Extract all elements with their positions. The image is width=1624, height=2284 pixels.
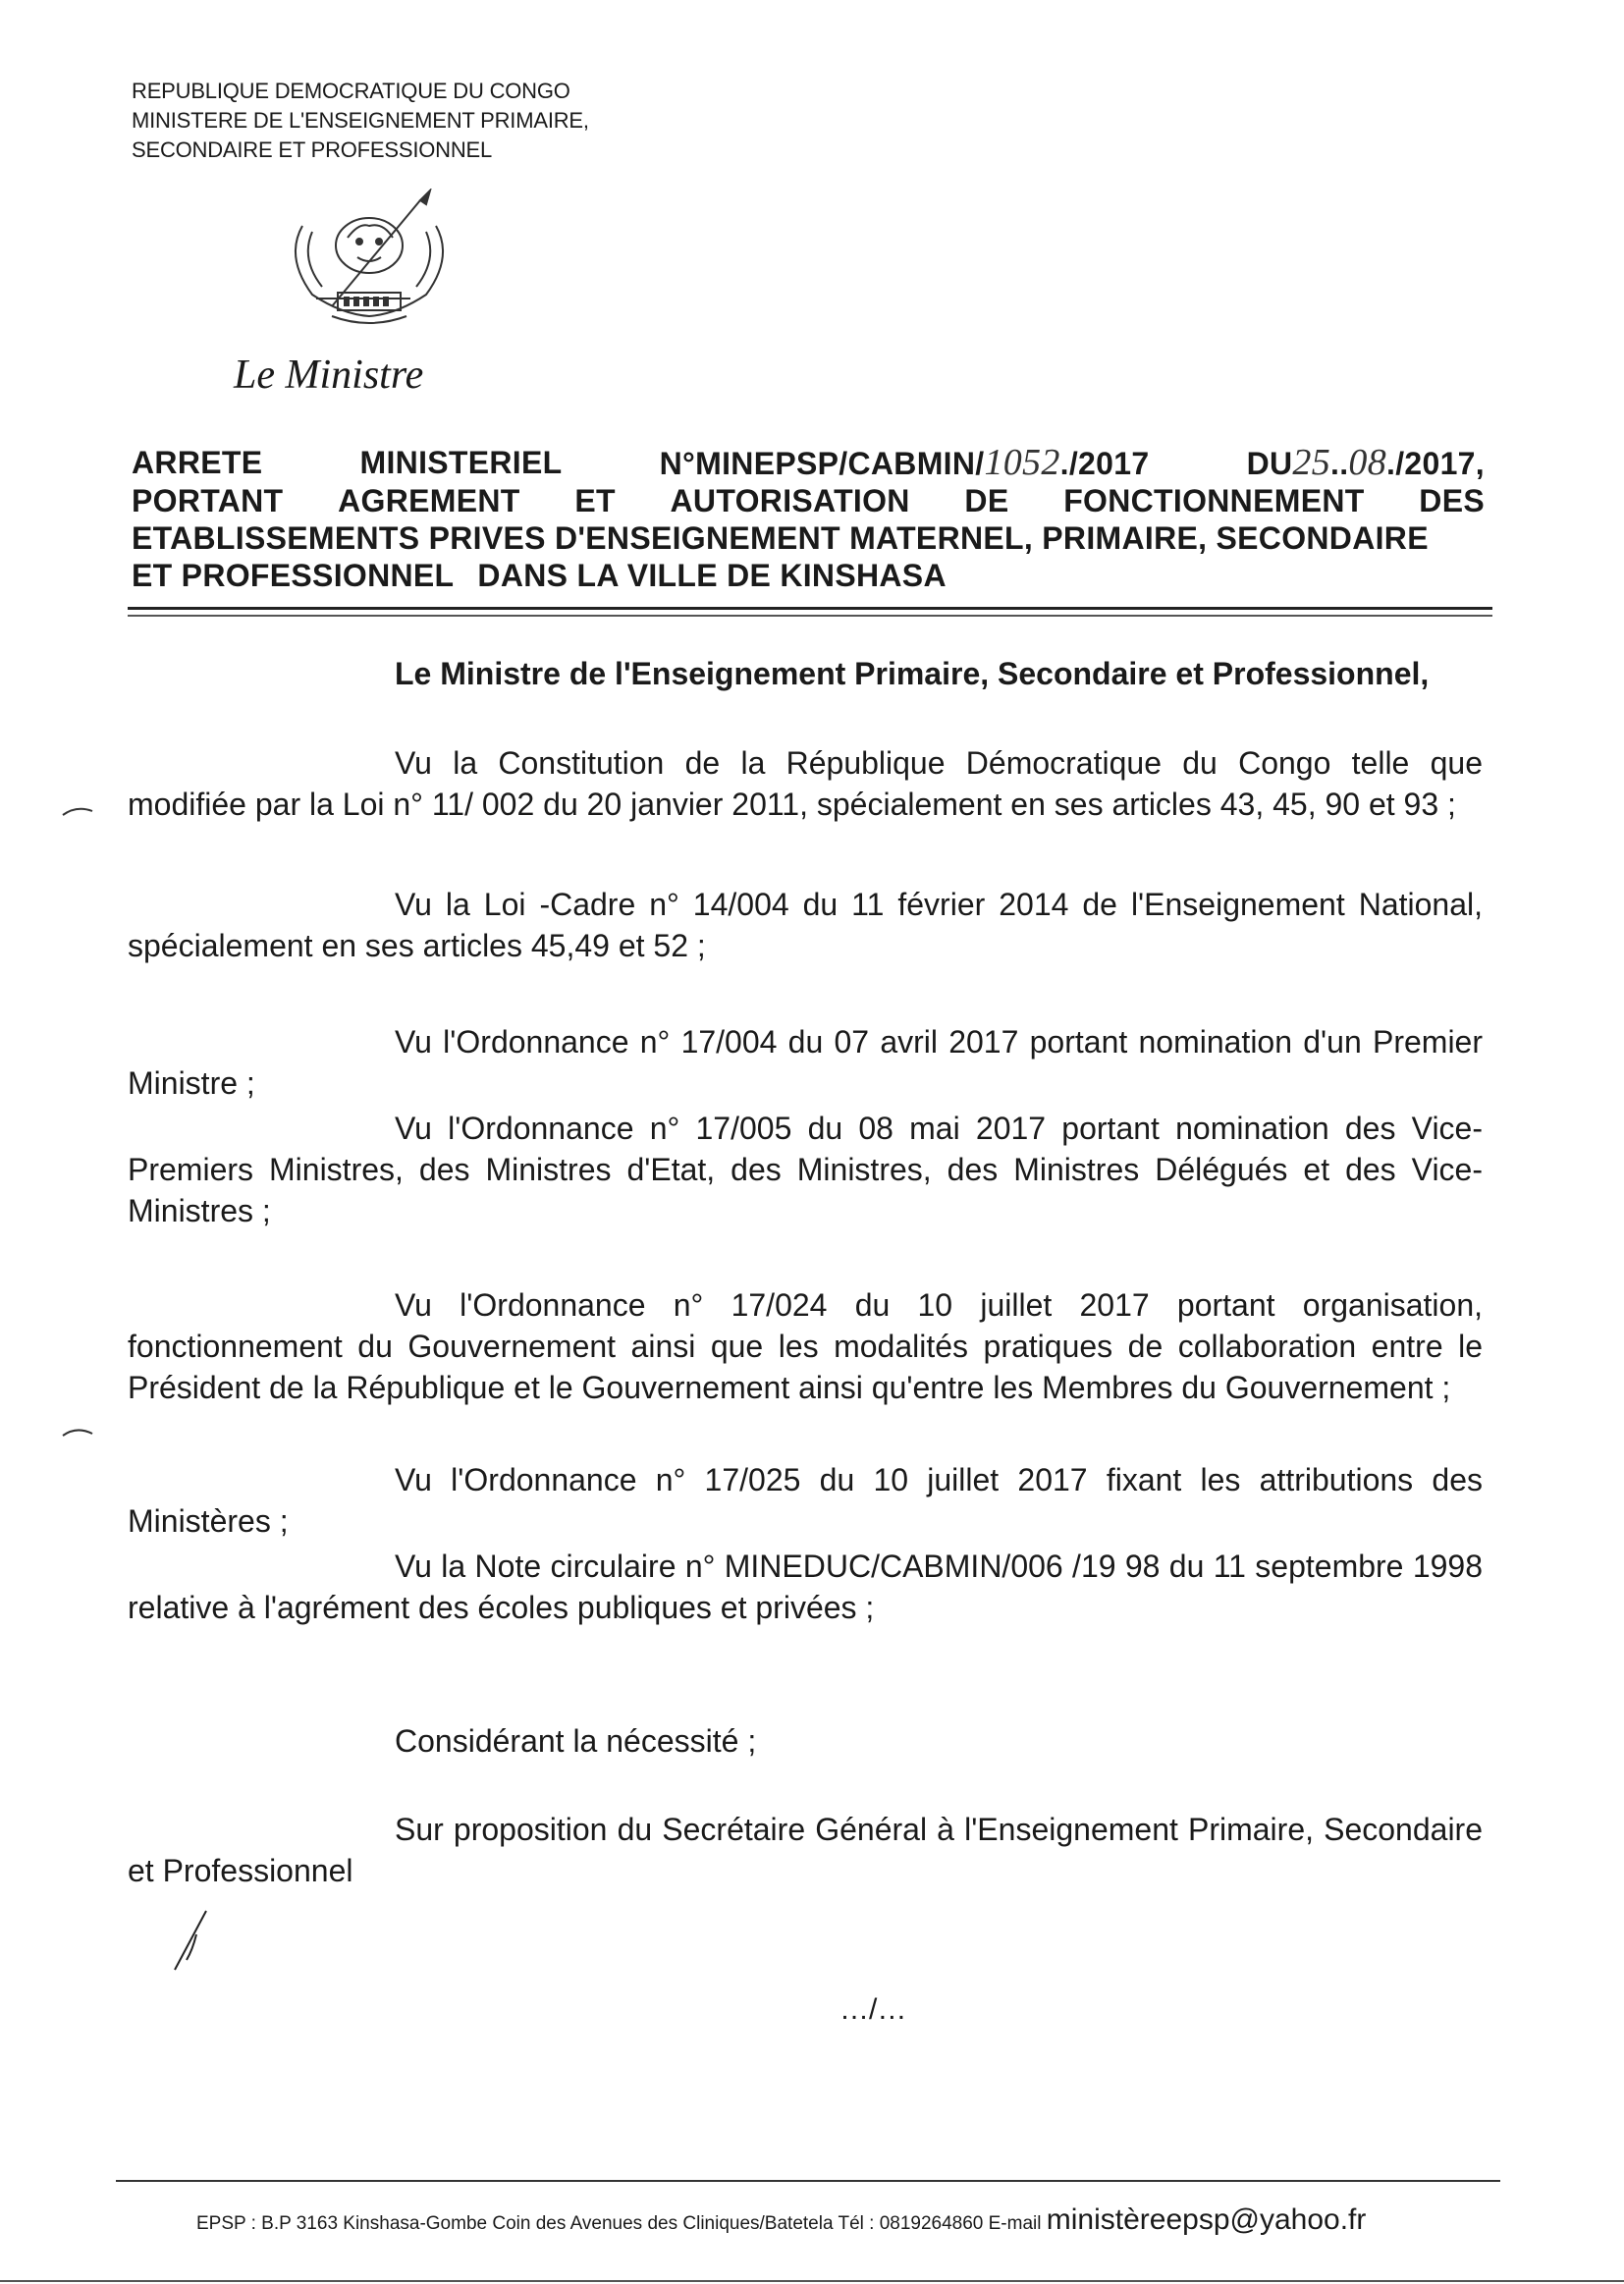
title-word: ARRETE: [132, 445, 263, 480]
letterhead-ministry: MINISTERE DE L'ENSEIGNEMENT PRIMAIRE,: [132, 108, 589, 133]
paragraph-ordonnance-attributions: [128, 1459, 1483, 1542]
decree-title: [132, 444, 1485, 594]
paragraph-text: Considérant la nécessité ;: [395, 1723, 757, 1759]
continuation-mark: …/…: [839, 1993, 907, 2026]
margin-mark: [61, 1426, 94, 1440]
paragraph-proposition: [128, 1809, 1483, 1891]
footer-address: EPSP : B.P 3163 Kinshasa-Gombe Coin des Avenues des Cliniques/Batetela Tél : 0819264860 E-mail: [196, 2213, 1047, 2234]
paragraph-text: Vu la Loi -Cadre n° 14/004 du 11 février 2014 de l'Enseignement National, spécialement en ses articles 45,49 et 52 ;: [128, 887, 1483, 963]
title-underline: [128, 607, 1492, 610]
title-segment: ET PROFESSIONNEL: [132, 558, 455, 593]
paragraph-text: Vu l'Ordonnance n° 17/005 du 08 mai 2017 portant nomination des Vice-Premiers Ministres, des Ministres d'Etat, des Ministres, des Ministres Délégués et des Vice-Ministres ;: [128, 1111, 1483, 1228]
title-word: AGREMENT: [338, 483, 520, 518]
title-word: DES: [1419, 483, 1485, 518]
letterhead: [132, 77, 589, 165]
coat-of-arms-emblem: [273, 189, 465, 334]
coat-of-arms-icon: [273, 189, 465, 334]
date-prefix: DU: [1246, 446, 1293, 481]
footer-email: ministèreepsp@yahoo.fr: [1046, 2203, 1367, 2236]
margin-mark: [61, 805, 94, 819]
letterhead-country: REPUBLIQUE DEMOCRATIQUE DU CONGO: [132, 79, 570, 103]
title-word: AUTORISATION: [670, 483, 910, 518]
paragraph-text: Vu l'Ordonnance n° 17/004 du 07 avril 2017 portant nomination d'un Premier Ministre ;: [128, 1024, 1483, 1101]
title-line-1: [132, 444, 1485, 482]
handwritten-decree-number: 1052: [984, 442, 1060, 483]
date-year: ./2017,: [1386, 446, 1485, 481]
paragraph-text: Vu l'Ordonnance n° 17/024 du 10 juillet 2017 portant organisation, fonctionnement du Gouvernement ainsi que les modalités pratiques de collaboration entre le Président de la République et le Gouvernement ainsi qu'entre les Membres du Gouvernement ;: [128, 1287, 1483, 1405]
paragraph-ordonnance-vice-premiers: [128, 1108, 1483, 1231]
paragraph-ordonnance-premier-ministre: [128, 1021, 1483, 1104]
paragraph-note-circulaire: [128, 1546, 1483, 1628]
paragraph-loi-cadre: [128, 884, 1483, 966]
reference-year: ./2017: [1059, 446, 1150, 481]
paragraph-ordonnance-gouvernement: [128, 1284, 1483, 1408]
title-segment: DANS LA VILLE DE KINSHASA: [477, 558, 947, 593]
paragraph-text: Vu l'Ordonnance n° 17/025 du 10 juillet 2017 fixant les attributions des Ministères ;: [128, 1462, 1483, 1539]
paragraph-text: Vu la Constitution de la République Démocratique du Congo telle que modifiée par la Loi n° 11/ 002 du 20 janvier 2011, spécialement en ses articles 43, 45, 90 et 93 ;: [128, 745, 1483, 822]
handwritten-month: 08: [1348, 442, 1387, 483]
title-word: MINISTERIEL: [359, 445, 563, 480]
letterhead-ministry-cont: SECONDAIRE ET PROFESSIONNEL: [132, 137, 493, 162]
title-word: FONCTIONNEMENT: [1063, 483, 1365, 518]
signatory-title: Le Ministre: [234, 353, 424, 398]
decree-date: [1247, 444, 1485, 482]
preamble-heading: Le Ministre de l'Enseignement Primaire, Secondaire et Professionnel,: [395, 656, 1430, 691]
date-separator: ..: [1330, 446, 1349, 481]
handwritten-day: 25: [1292, 442, 1331, 483]
title-line-2: [132, 482, 1485, 519]
title-word: PORTANT: [132, 483, 284, 518]
title-underline-secondary: [128, 615, 1492, 617]
title-line-4: [132, 557, 1485, 594]
handwritten-initial-mark: [167, 1905, 226, 1974]
paragraph-text: Vu la Note circulaire n° MINEDUC/CABMIN/006 /19 98 du 11 septembre 1998 relative à l'agrément des écoles publiques et privées ;: [128, 1549, 1483, 1625]
decree-reference: [660, 444, 1150, 482]
paragraph-constitution: [128, 742, 1483, 825]
page-bottom-edge: [0, 2280, 1624, 2282]
title-word: DE: [964, 483, 1009, 518]
paragraph-considerant: [128, 1720, 1483, 1762]
title-line-3: ETABLISSEMENTS PRIVES D'ENSEIGNEMENT MATERNEL, PRIMAIRE, SECONDAIRE: [132, 520, 1429, 556]
reference-prefix: N°MINEPSP/CABMIN/: [659, 446, 985, 481]
footer-contact: [196, 2203, 1366, 2237]
title-word: ET: [574, 483, 616, 518]
footer-divider: [116, 2180, 1500, 2182]
paragraph-text: Sur proposition du Secrétaire Général à l'Enseignement Primaire, Secondaire et Professionnel: [128, 1812, 1483, 1888]
